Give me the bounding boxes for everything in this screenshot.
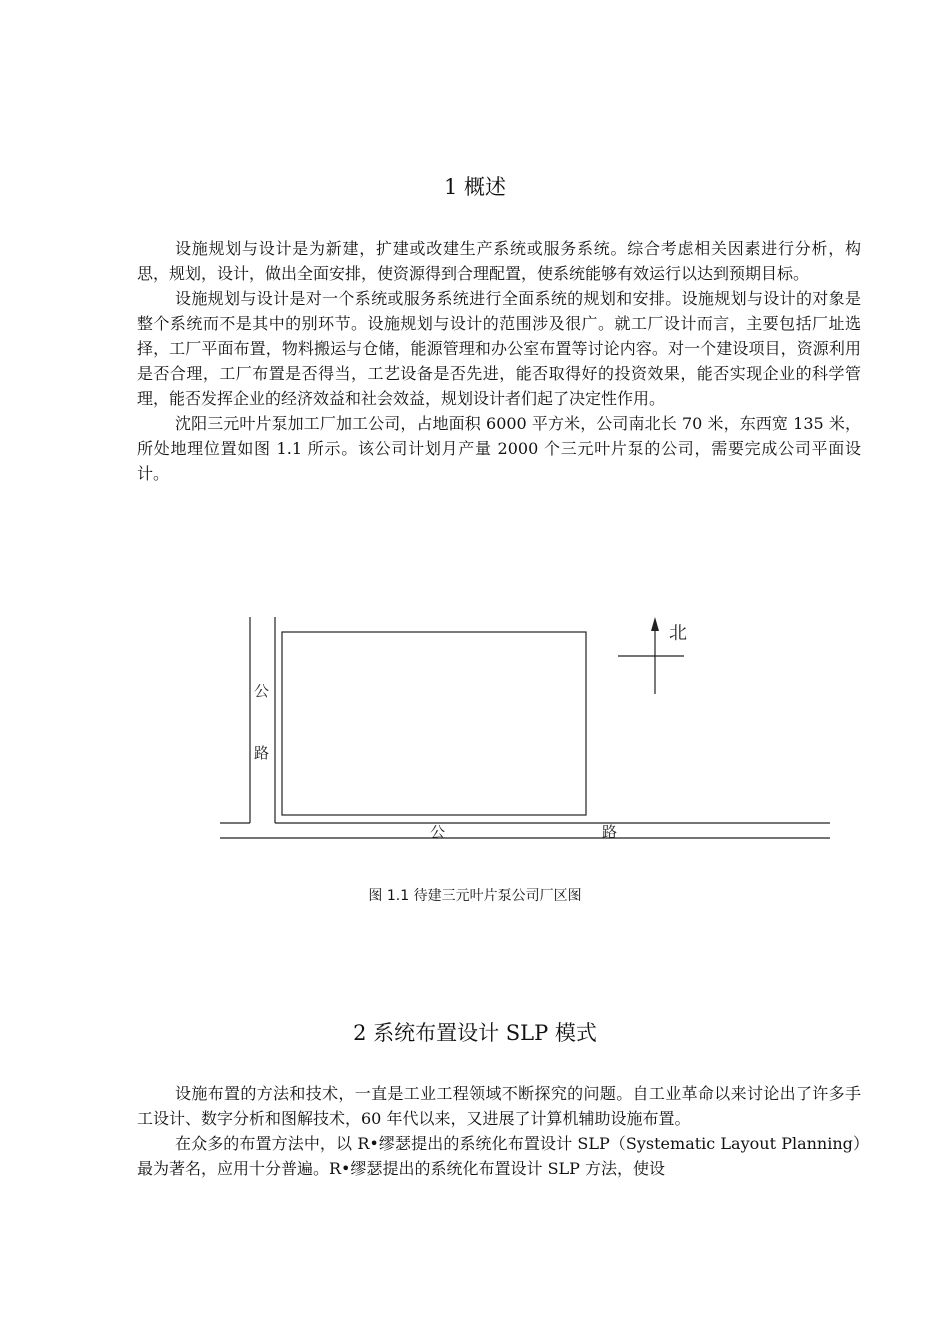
north-label: 北: [669, 623, 687, 644]
section-2-paragraph: 在众多的布置方法中，以 R•缪瑟提出的系统化布置设计 SLP（Systematic Layout Planning）最为著名，应用十分普遍。R•缪瑟提出的系统化布置设计 SLP 方法，使设: [137, 1134, 861, 1178]
factory-site-boundary: [282, 632, 586, 815]
west-road-label: 公: [254, 682, 270, 700]
figure-caption: 图 1.1 待建三元叶片泵公司厂区图: [368, 888, 582, 904]
section-1-body: [137, 236, 861, 486]
section-1-title: 1 概述: [443, 175, 507, 199]
site-plan-figure: [210, 605, 840, 855]
south-road-label: 路: [602, 823, 618, 841]
section-2-title: 2 系统布置设计 SLP 模式: [353, 1021, 597, 1045]
south-road-label: 公: [430, 823, 446, 841]
site-plan-drawing: [210, 605, 840, 855]
section-1-paragraph: 设施规划与设计是对一个系统或服务系统进行全面系统的规划和安排。设施规划与设计的对象是整个系统而不是其中的别环节。设施规划与设计的范围涉及很广。就工厂设计而言，主要包括厂址选择，工厂平面布置，物料搬运与仓储，能源管理和办公室布置等讨论内容。对一个建设项目，资源利用是否合理，工厂布置是否得当，工艺设备是否先进，能否取得好的投资效果，能否实现企业的科学管理，能否发挥企业的经济效益和社会效益，规划设计者们起了决定性作用。: [137, 289, 861, 408]
section-2-paragraph: 设施布置的方法和技术，一直是工业工程领域不断探究的问题。自工业革命以来讨论出了许多手工设计、数字分析和图解技术，60 年代以来，又进展了计算机辅助设施布置。: [137, 1084, 861, 1128]
section-1-paragraph: 设施规划与设计是为新建，扩建或改建生产系统或服务系统。综合考虑相关因素进行分析，构思，规划，设计，做出全面安排，使资源得到合理配置，使系统能够有效运行以达到预期目标。: [137, 239, 861, 283]
west-road-label: 路: [254, 744, 270, 762]
section-2-body: [137, 1081, 861, 1181]
section-1-paragraph: 沈阳三元叶片泵加工厂加工公司，占地面积 6000 平方米，公司南北长 70 米，东西宽 135 米，所处地理位置如图 1.1 所示。该公司计划月产量 2000 个三元叶片泵的公司，需要完成公司平面设计。: [137, 414, 861, 483]
